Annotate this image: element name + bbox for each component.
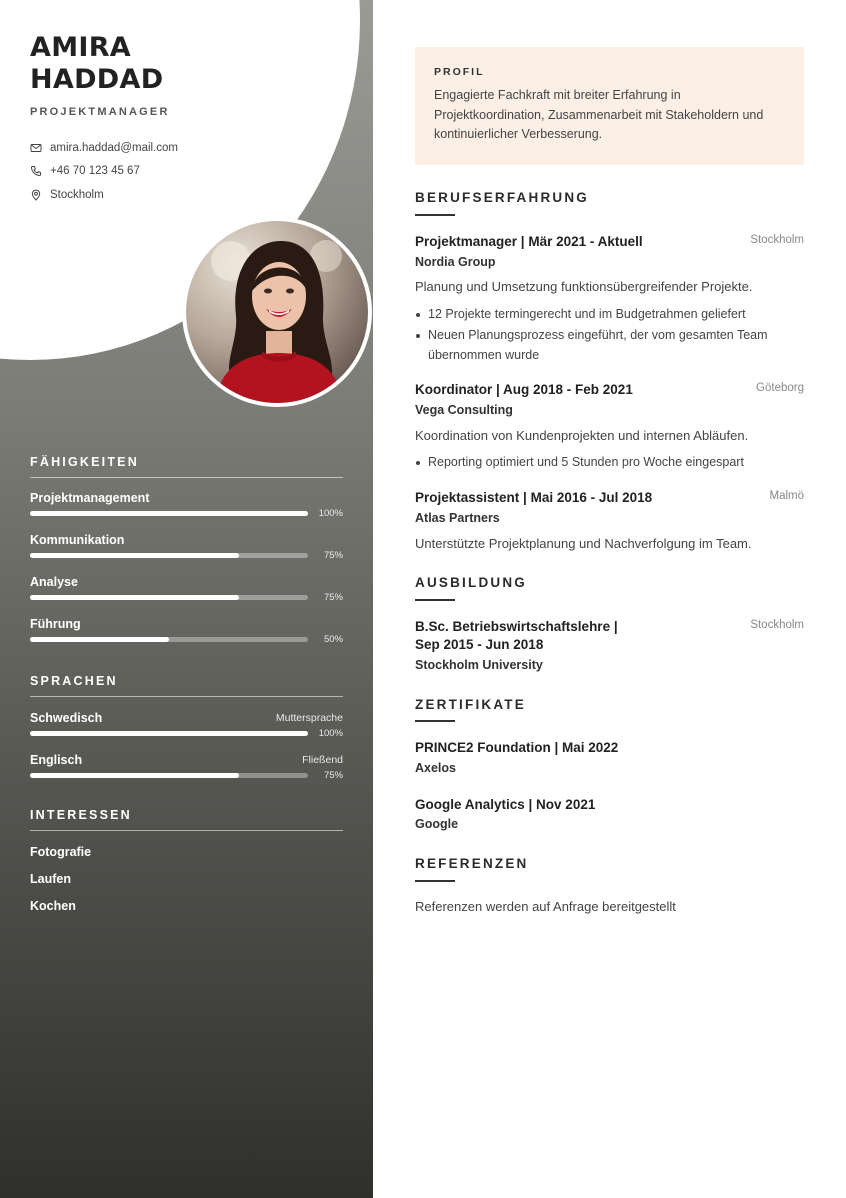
phone-icon <box>30 165 42 177</box>
job-achievements <box>415 452 804 473</box>
contact-location <box>30 183 178 207</box>
section-divider <box>415 880 455 882</box>
bar-label: Schwedisch <box>30 711 103 725</box>
sidebar <box>0 0 373 1198</box>
percent-label: 50% <box>323 634 343 645</box>
section-divider <box>415 599 455 601</box>
job-heading <box>415 234 804 249</box>
achievement-item: Reporting optimiert und 5 Stunden pro Woche eingespart <box>415 452 804 473</box>
level-label: Muttersprache <box>275 712 343 724</box>
job-heading <box>415 490 804 505</box>
progress-fill <box>30 637 169 642</box>
interest-item: Kochen <box>30 899 76 913</box>
level-bar-item <box>30 575 343 617</box>
bar-label: Führung <box>30 617 81 631</box>
degree-name: B.Sc. Betriebswirtschaftslehre | <box>415 619 618 634</box>
location-pin-icon <box>30 189 42 201</box>
job-location: Stockholm <box>750 234 804 246</box>
last-name: HADDAD <box>30 64 164 95</box>
contact-email[interactable] <box>30 136 178 160</box>
level-bar-item <box>30 617 343 659</box>
job-description: Unterstützte Projektplanung und Nachverfolgung im Team. <box>415 536 752 551</box>
section-divider <box>415 720 455 722</box>
job-title: PROJEKTMANAGER <box>30 106 170 118</box>
languages-section <box>30 674 343 795</box>
job-location: Göteborg <box>756 382 804 394</box>
job-description: Koordination von Kundenprojekten und internen Abläufen. <box>415 428 749 443</box>
level-bar-item <box>30 753 343 795</box>
portrait-illustration <box>186 221 368 403</box>
person-name <box>30 32 163 96</box>
languages-list <box>30 711 343 795</box>
achievement-item: 12 Projekte termingerecht und im Budgetrahmen geliefert <box>415 304 804 325</box>
degree-heading <box>415 619 804 634</box>
certificates-title: ZERTIFIKATE <box>415 697 526 712</box>
certificate-issuer: Google <box>415 817 459 831</box>
interest-item: Fotografie <box>30 845 92 859</box>
percent-label: 100% <box>318 728 343 739</box>
level-bar-item <box>30 491 343 533</box>
job-title-text: Projektassistent | Mai 2016 - Jul 2018 <box>415 490 653 505</box>
interests-section <box>30 808 343 920</box>
level-bar-item <box>30 533 343 575</box>
percent-label: 75% <box>323 550 343 561</box>
location-text: Stockholm <box>50 188 104 201</box>
bar-label: Projektmanagement <box>30 491 150 505</box>
progress-fill <box>30 511 308 516</box>
profile-text: Engagierte Fachkraft mit breiter Erfahrung in Projektkoordination, Zusammenarbeit mit Stakeholdern und kontinuierlicher Verbesserung. <box>434 88 764 141</box>
certificate-heading: Google Analytics | Nov 2021 <box>415 797 596 812</box>
progress-fill <box>30 553 239 558</box>
bar-label: Englisch <box>30 753 83 767</box>
experience-title: BERUFSERFAHRUNG <box>415 190 590 205</box>
profile-photo <box>182 217 372 407</box>
profile-box <box>415 47 804 165</box>
progress-track <box>30 637 308 642</box>
job-description: Planung und Umsetzung funktionsübergreifender Projekte. <box>415 279 753 294</box>
job-company: Atlas Partners <box>415 511 500 525</box>
percent-label: 75% <box>323 770 343 781</box>
contact-phone[interactable] <box>30 160 178 184</box>
job-title-text: Koordinator | Aug 2018 - Feb 2021 <box>415 382 633 397</box>
mail-icon <box>30 142 42 154</box>
section-divider <box>415 214 455 216</box>
certificate-heading: PRINCE2 Foundation | Mai 2022 <box>415 740 619 755</box>
level-bar-item <box>30 711 343 753</box>
languages-title: SPRACHEN <box>30 674 343 697</box>
bar-label: Kommunikation <box>30 533 125 547</box>
progress-track <box>30 731 308 736</box>
progress-fill <box>30 595 239 600</box>
skills-section <box>30 455 343 659</box>
education-location: Stockholm <box>750 619 804 631</box>
profile-title: PROFIL <box>434 66 485 78</box>
education-title: AUSBILDUNG <box>415 575 527 590</box>
certificate-issuer: Axelos <box>415 761 456 775</box>
interest-item: Laufen <box>30 872 71 886</box>
interests-list <box>30 839 343 920</box>
degree-dates: Sep 2015 - Jun 2018 <box>415 637 544 652</box>
references-text: Referenzen werden auf Anfrage bereitgestellt <box>415 899 676 914</box>
bar-label: Analyse <box>30 575 78 589</box>
email-text: amira.haddad@mail.com <box>50 141 179 154</box>
skills-list <box>30 491 343 659</box>
achievement-item: Neuen Planungsprozess eingeführt, der vom gesamten Team übernommen wurde <box>415 325 804 366</box>
percent-label: 100% <box>318 508 343 519</box>
job-heading <box>415 382 804 397</box>
first-name: AMIRA <box>30 32 131 63</box>
level-label: Fließend <box>302 754 343 766</box>
progress-track <box>30 553 308 558</box>
percent-label: 75% <box>323 592 343 603</box>
progress-track <box>30 773 308 778</box>
school-name: Stockholm University <box>415 658 543 672</box>
job-location: Malmö <box>769 490 804 502</box>
progress-fill <box>30 731 308 736</box>
skills-title: FÄHIGKEITEN <box>30 455 343 478</box>
references-title: REFERENZEN <box>415 856 529 871</box>
progress-track <box>30 595 308 600</box>
job-company: Vega Consulting <box>415 403 513 417</box>
progress-track <box>30 511 308 516</box>
contact-list <box>30 136 178 207</box>
job-company: Nordia Group <box>415 255 496 269</box>
job-title-text: Projektmanager | Mär 2021 - Aktuell <box>415 234 643 249</box>
interests-title: INTERESSEN <box>30 808 343 831</box>
job-achievements <box>415 304 804 366</box>
phone-text: +46 70 123 45 67 <box>50 165 140 178</box>
progress-fill <box>30 773 239 778</box>
